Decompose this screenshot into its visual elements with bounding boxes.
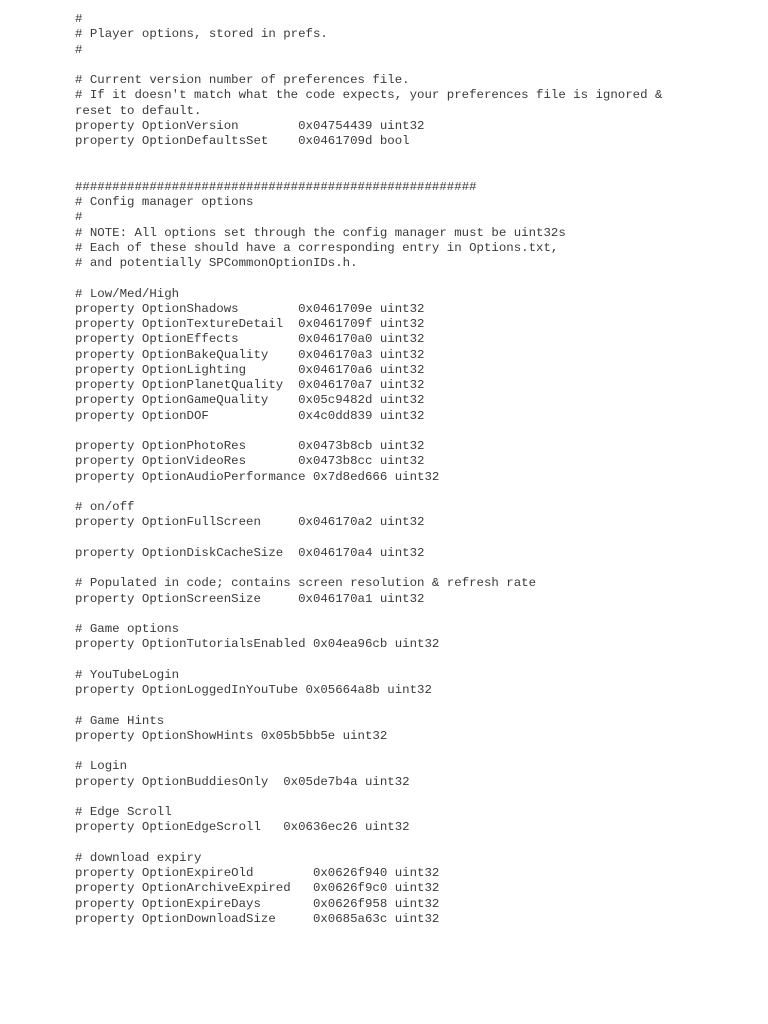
text-line: property OptionArchiveExpired 0x0626f9c0 uint32 — [75, 881, 440, 896]
text-line — [75, 607, 755, 622]
text-line: # Current version number of preferences file. — [75, 73, 410, 87]
text-line: property OptionScreenSize 0x046170a1 uint32 — [75, 591, 425, 606]
text-line: # NOTE: All options set through the config manager must be uint32s — [75, 225, 566, 240]
text-line: # — [75, 210, 83, 225]
text-line: property OptionDiskCacheSize 0x046170a4 uint32 — [75, 545, 425, 560]
text-line: # Config manager options — [75, 195, 254, 209]
text-line: property OptionVideoRes 0x0473b8cc uint32 — [75, 454, 425, 469]
text-line: property OptionAudioPerformance 0x7d8ed666 uint32 — [75, 469, 440, 484]
text-line — [75, 561, 755, 576]
text-line: # Low/Med/High — [75, 286, 180, 301]
text-line: property OptionBakeQuality 0x046170a3 uint32 — [75, 347, 425, 362]
text-line — [75, 836, 755, 851]
text-line: property OptionPlanetQuality 0x046170a7 uint32 — [75, 378, 425, 392]
text-line: property OptionDOF 0x4c0dd839 uint32 — [75, 408, 425, 423]
text-line: property OptionLoggedInYouTube 0x05664a8b uint32 — [75, 683, 432, 697]
text-line: # YouTubeLogin — [75, 667, 180, 682]
text-line: # — [75, 42, 83, 57]
text-line: # download expiry — [75, 850, 202, 865]
text-line: property OptionEffects 0x046170a0 uint32 — [75, 332, 425, 347]
text-line — [75, 531, 755, 546]
text-line: property OptionDefaultsSet 0x0461709d bool — [75, 134, 410, 148]
text-line — [75, 165, 755, 180]
text-line: property OptionBuddiesOnly 0x05de7b4a uint32 — [75, 774, 410, 789]
text-line — [75, 653, 755, 668]
text-line: property OptionExpireOld 0x0626f940 uint32 — [75, 866, 440, 880]
text-line: property OptionEdgeScroll 0x0636ec26 uint32 — [75, 820, 410, 835]
text-line: # Game Hints — [75, 713, 165, 728]
text-line: property OptionExpireDays 0x0626f958 uint32 — [75, 896, 440, 911]
document-text — [75, 12, 755, 927]
text-line: property OptionGameQuality 0x05c9482d uint32 — [75, 393, 425, 408]
text-line — [75, 485, 755, 500]
text-line: # — [75, 12, 83, 26]
text-line: # Each of these should have a corresponding entry in Options.txt, — [75, 240, 559, 255]
text-line: # Login — [75, 759, 128, 774]
text-line: property OptionTutorialsEnabled 0x04ea96cb uint32 — [75, 637, 440, 652]
text-line: # on/off — [75, 500, 135, 514]
text-line — [75, 790, 755, 805]
text-line: property OptionShadows 0x0461709e uint32 — [75, 301, 425, 316]
text-line: ###################################################### — [75, 179, 477, 194]
text-line — [75, 744, 755, 759]
text-line: property OptionTextureDetail 0x0461709f uint32 — [75, 317, 425, 331]
text-line — [75, 698, 755, 713]
text-line: # If it doesn't match what the code expects, your preferences file is ignored & — [75, 88, 663, 103]
text-line: # Game options — [75, 622, 180, 636]
text-line: # and potentially SPCommonOptionIDs.h. — [75, 256, 358, 270]
text-line: # Populated in code; contains screen resolution & refresh rate — [75, 576, 537, 591]
text-line: property OptionPhotoRes 0x0473b8cb uint32 — [75, 439, 425, 453]
text-line: reset to default. — [75, 103, 202, 118]
text-line — [75, 271, 755, 286]
text-line — [75, 58, 755, 73]
text-line: property OptionDownloadSize 0x0685a63c uint32 — [75, 911, 440, 926]
text-line: # Player options, stored in prefs. — [75, 27, 328, 42]
text-line: property OptionVersion 0x04754439 uint32 — [75, 118, 425, 133]
text-line — [75, 424, 755, 439]
text-line: property OptionShowHints 0x05b5bb5e uint32 — [75, 728, 388, 743]
text-line: property OptionFullScreen 0x046170a2 uint32 — [75, 515, 425, 530]
text-line: property OptionLighting 0x046170a6 uint32 — [75, 362, 425, 377]
text-line: # Edge Scroll — [75, 805, 172, 819]
text-line — [75, 149, 755, 164]
